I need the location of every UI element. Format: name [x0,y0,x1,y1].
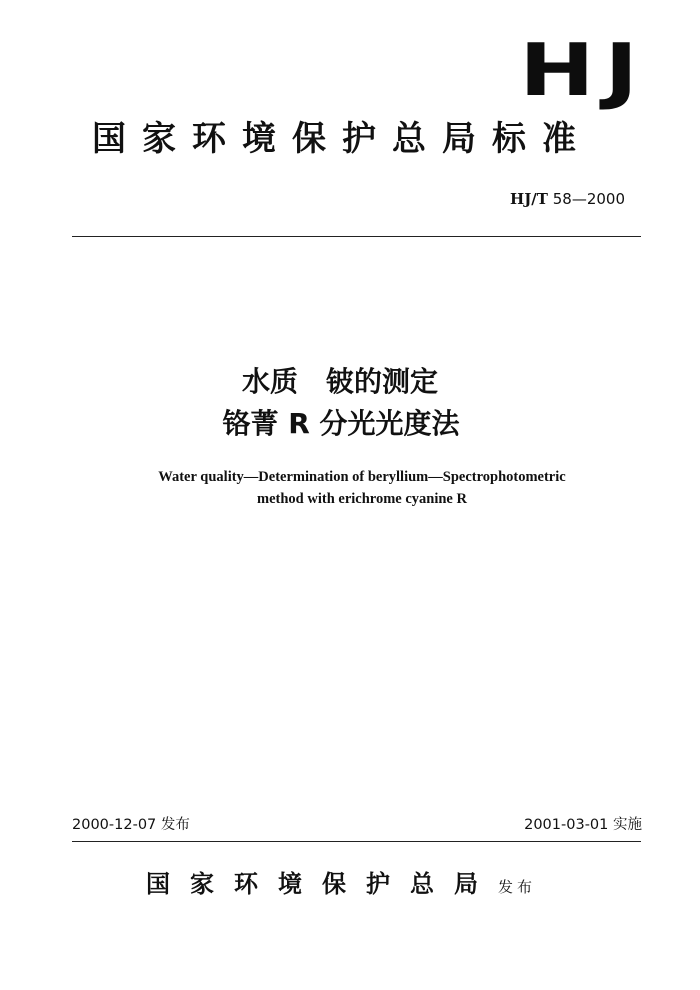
english-title-line-2: method with erichrome cyanine R [257,491,467,507]
standard-code-number: 58—2000 [552,190,625,208]
footer-issuer-name: 国家环境保护总局 [146,869,498,898]
implementation-date: 2001-03-01 实施 [524,817,642,833]
standard-code [510,192,625,207]
footer-issuer-action: 发布 [498,878,537,896]
top-divider [72,236,641,237]
chinese-title-line-2: 铬菁 R 分光光度法 [222,407,460,440]
bottom-divider [72,841,641,842]
english-title-line-1: Water quality—Determination of beryllium—Spectrophotometric [158,469,566,485]
issuer-title: 国家环境保护总局标准 [92,119,592,159]
issue-date: 2000-12-07 发布 [72,817,190,833]
footer-issuer [146,869,537,898]
chinese-title-line-1: 水质 铍的测定 [241,365,438,398]
hj-logo: HJ [519,28,648,112]
standard-code-prefix: HJ/T [510,190,548,208]
